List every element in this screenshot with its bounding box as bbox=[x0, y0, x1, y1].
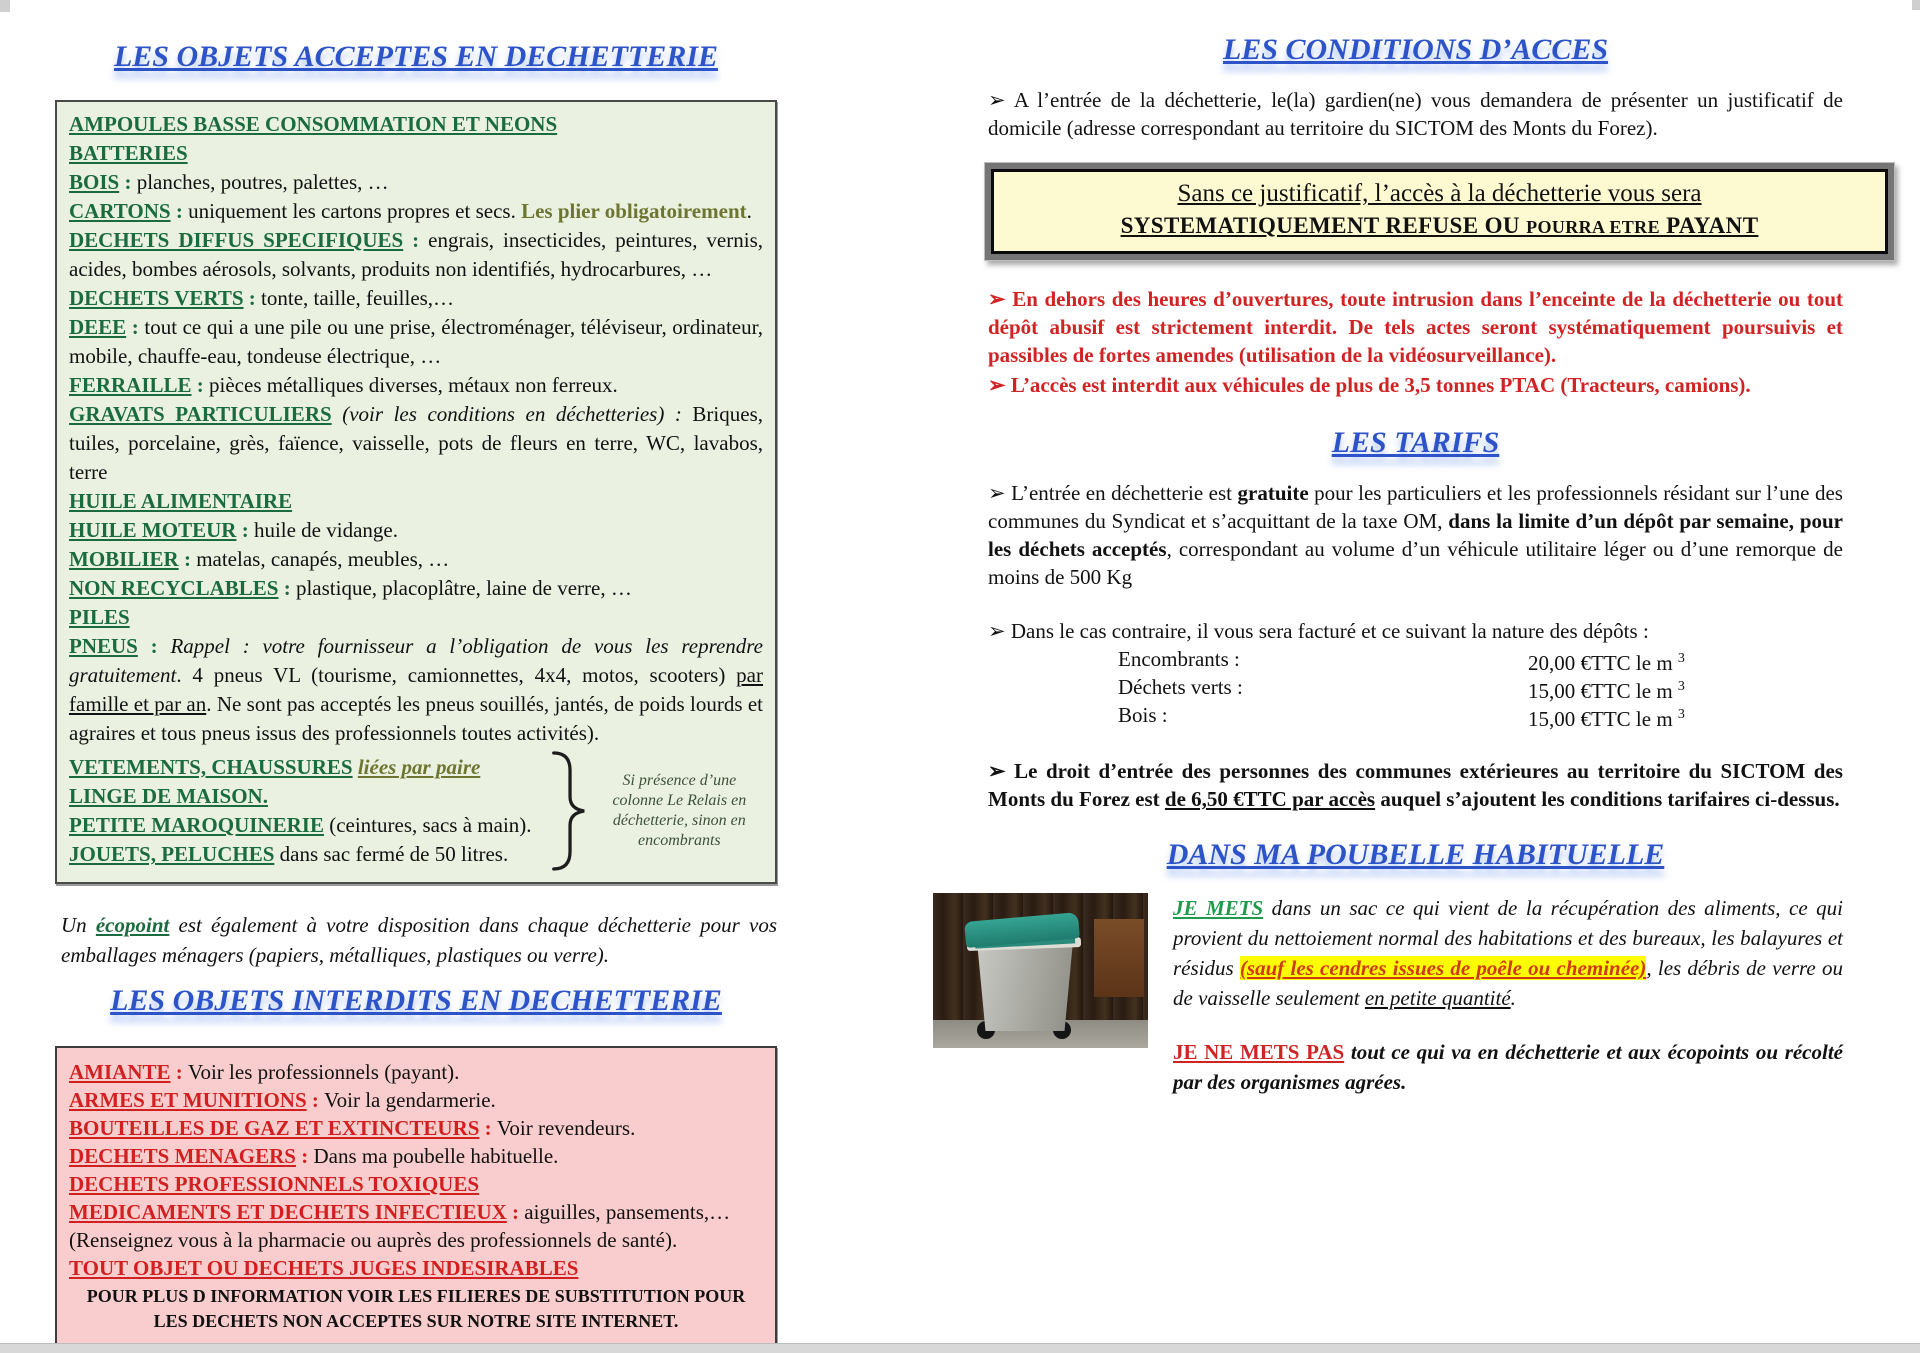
list-item-pneus: PNEUS : Rappel : votre fournisseur a l’obligation de vous les reprendre gratuitement. 4 pneus VL (tourisme, camionnettes, 4x4, motos, scooters) par famille et par an. Ne sont pas acceptés les pneus souillés, jantés, de poids lourds et agraires et tous pneus issus des professionnels toutes activités). bbox=[69, 634, 763, 745]
warning-line-2: SYSTEMATIQUEMENT REFUSE OU POURRA ETRE PAYANT bbox=[1120, 213, 1759, 238]
scan-corner-artifact bbox=[0, 0, 10, 12]
list-item-dechets-verts: DECHETS VERTS : tonte, taille, feuilles,… bbox=[69, 286, 455, 310]
list-item-linge: LINGE DE MAISON. bbox=[69, 784, 268, 808]
list-item-non-recyclables: NON RECYCLABLES : plastique, placoplâtre, laine de verre, … bbox=[69, 576, 632, 600]
list-item-medicaments: MEDICAMENTS ET DECHETS INFECTIEUX : aiguilles, pansements,… bbox=[69, 1200, 731, 1224]
list-item-indesirables: TOUT OBJET OU DECHETS JUGES INDESIRABLES bbox=[69, 1256, 579, 1280]
photo-crate bbox=[1094, 919, 1144, 997]
list-item-ferraille: FERRAILLE : pièces métalliques diverses, métaux non ferreux. bbox=[69, 373, 618, 397]
list-item-huile-moteur: HUILE MOTEUR : huile de vidange. bbox=[69, 518, 398, 542]
je-mets-paragraph: JE METS dans un sac ce qui vient de la récupération des aliments, ce qui provient du nettoiement normal des habitations et des bureaux, les balayures et résidus (sauf les cendres issues de poêle ou cheminée), les débris de verre ou de vaisselle seulement en petite quantité. bbox=[1173, 896, 1843, 1010]
list-item-bois: BOIS : planches, poutres, palettes, … bbox=[69, 170, 389, 194]
external-communes-paragraph: ➢ Le droit d’entrée des personnes des communes extérieures au territoire du SICTOM des Monts du Forez est de 6,50 €TTC par accès auquel s’ajoutent les conditions tarifaires ci-dessus. bbox=[988, 759, 1843, 811]
list-item-gaz-extincteurs: BOUTEILLES DE GAZ ET EXTINCTEURS : Voir revendeurs. bbox=[69, 1116, 636, 1140]
bin-photo bbox=[933, 893, 1148, 1048]
curly-brace-icon bbox=[542, 750, 594, 872]
list-item-amiante: AMIANTE : Voir les professionnels (payant). bbox=[69, 1060, 460, 1084]
list-item-cartons: CARTONS : uniquement les cartons propres et secs. Les plier obligatoirement. bbox=[69, 199, 752, 223]
tarif-row-dechets-verts: Déchets verts : 15,00 €TTC le m $^3$ bbox=[1118, 675, 1685, 703]
accepted-items-box bbox=[55, 100, 777, 884]
tarif-row-bois: Bois : 15,00 €TTC le m $^3$ bbox=[1118, 703, 1685, 731]
list-item-huile-alimentaire: HUILE ALIMENTAIRE bbox=[69, 489, 293, 513]
warning-box bbox=[991, 169, 1888, 254]
forbidden-title: LES OBJETS INTERDITS EN DECHETTERIE bbox=[110, 984, 722, 1017]
relais-note: Si présence d’une colonne Le Relais en déchetterie, sinon en encombrants bbox=[612, 772, 747, 849]
scan-corner-artifact bbox=[1912, 0, 1920, 10]
list-item-dechets-menagers: DECHETS MENAGERS : Dans ma poubelle habituelle. bbox=[69, 1144, 559, 1168]
list-item-deee: DEEE : tout ce qui a une pile ou une prise, électroménager, téléviseur, ordinateur, mobile, chauffe-eau, tondeuse électrique, … bbox=[69, 315, 763, 368]
tarifs-title: LES TARIFS bbox=[1331, 426, 1500, 459]
list-item-batteries: BATTERIES bbox=[69, 141, 188, 165]
je-ne-mets-pas-paragraph: JE NE METS PAS tout ce qui va en déchetterie et aux écopoints ou récolté par des organismes agrées. bbox=[1173, 1040, 1843, 1094]
poubelle-title: DANS MA POUBELLE HABITUELLE bbox=[1166, 838, 1665, 871]
textile-items bbox=[69, 753, 532, 869]
tarif-row-encombrants: Encombrants : 20,00 €TTC le m $^3$ bbox=[1118, 647, 1685, 675]
list-item-vetements: VETEMENTS, CHAUSSURES liées par paire bbox=[69, 755, 481, 779]
tarifs-billing-paragraph: ➢ Dans le cas contraire, il vous sera facturé et ce suivant la nature des dépôts : bbox=[988, 619, 1649, 643]
ecopoint-paragraph: Un écopoint est également à votre disposition dans chaque déchetterie pour vos emballages ménagers (papiers, métalliques, plastiques ou verre). bbox=[61, 913, 777, 967]
left-column bbox=[55, 40, 777, 1353]
list-item-ampoules: AMPOULES BASSE CONSOMMATION ET NEONS bbox=[69, 112, 558, 136]
tarifs-table bbox=[988, 645, 1843, 729]
right-column bbox=[988, 26, 1843, 1097]
list-item-armes: ARMES ET MUNITIONS : Voir la gendarmerie. bbox=[69, 1088, 496, 1112]
list-item-dechets-diffus: DECHETS DIFFUS SPECIFIQUES : engrais, insecticides, peintures, vernis, acides, bombes aérosols, solvants, produits non identifiés, hydrocarbures, … bbox=[69, 228, 763, 281]
tarifs-free-paragraph: ➢ L’entrée en déchetterie est gratuite pour les particuliers et les professionnels résidant sur l’une des communes du Syndicat et s’acquittant de la taxe OM, dans la limite d’un dépôt par semaine, pour les déchets acceptés, correspondant au volume d’un véhicule utilitaire léger ou d’une remorque de moins de 500 Kg bbox=[988, 481, 1844, 589]
access-paragraph: ➢ A l’entrée de la déchetterie, le(la) gardien(ne) vous demandera de présenter un justificatif de domicile (adresse correspondant au territoire du SICTOM des Monts du Forez). bbox=[988, 88, 1844, 140]
list-item-mobilier: MOBILIER : matelas, canapés, meubles, … bbox=[69, 547, 450, 571]
forbidden-footer-note: POUR PLUS D INFORMATION VOIR LES FILIERES DE SUBSTITUTION POUR LES DECHETS NON ACCEPTES SUR NOTRE SITE INTERNET. bbox=[86, 1286, 746, 1331]
list-item-gravats: GRAVATS PARTICULIERS (voir les conditions en déchetteries) : Briques, tuiles, porcelaine, grès, faïence, vaisselle, pots de fleurs en terre, WC, lavabos, terre bbox=[69, 402, 763, 484]
warning-line-1: Sans ce justificatif, l’accès à la déchetterie vous sera bbox=[1177, 180, 1702, 207]
poubelle-section bbox=[988, 893, 1843, 1097]
forbidden-items-box bbox=[55, 1046, 777, 1353]
list-item-maroquinerie: PETITE MAROQUINERIE (ceintures, sacs à main). bbox=[69, 813, 532, 837]
accepted-title: LES OBJETS ACCEPTES EN DECHETTERIE bbox=[113, 40, 719, 73]
list-item-piles: PILES bbox=[69, 605, 130, 629]
list-item-jouets: JOUETS, PELUCHES dans sac fermé de 50 litres. bbox=[69, 842, 509, 866]
vehicle-limit-paragraph: ➢ L’accès est interdit aux véhicules de plus de 3,5 tonnes PTAC (Tracteurs, camions). bbox=[988, 373, 1751, 397]
poubelle-text bbox=[1173, 893, 1843, 1097]
page-bottom-edge bbox=[0, 1343, 1920, 1353]
list-item-dechets-toxiques: DECHETS PROFESSIONNELS TOXIQUES bbox=[69, 1172, 480, 1196]
list-item-medicaments-note: (Renseignez vous à la pharmacie ou auprès des professionnels de santé). bbox=[69, 1228, 678, 1252]
intrusion-warning-paragraph: ➢ En dehors des heures d’ouvertures, toute intrusion dans l’enceinte de la déchetterie ou tout dépôt abusif est strictement interdit. De tels actes seront systématiquement poursuivis et passibles de fortes amendes (utilisation de la vidéosurveillance). bbox=[988, 287, 1843, 367]
access-title: LES CONDITIONS D’ACCES bbox=[1222, 33, 1609, 66]
bin-body bbox=[973, 943, 1077, 1031]
warning-box-frame bbox=[984, 162, 1895, 261]
textile-items-row bbox=[69, 750, 763, 872]
